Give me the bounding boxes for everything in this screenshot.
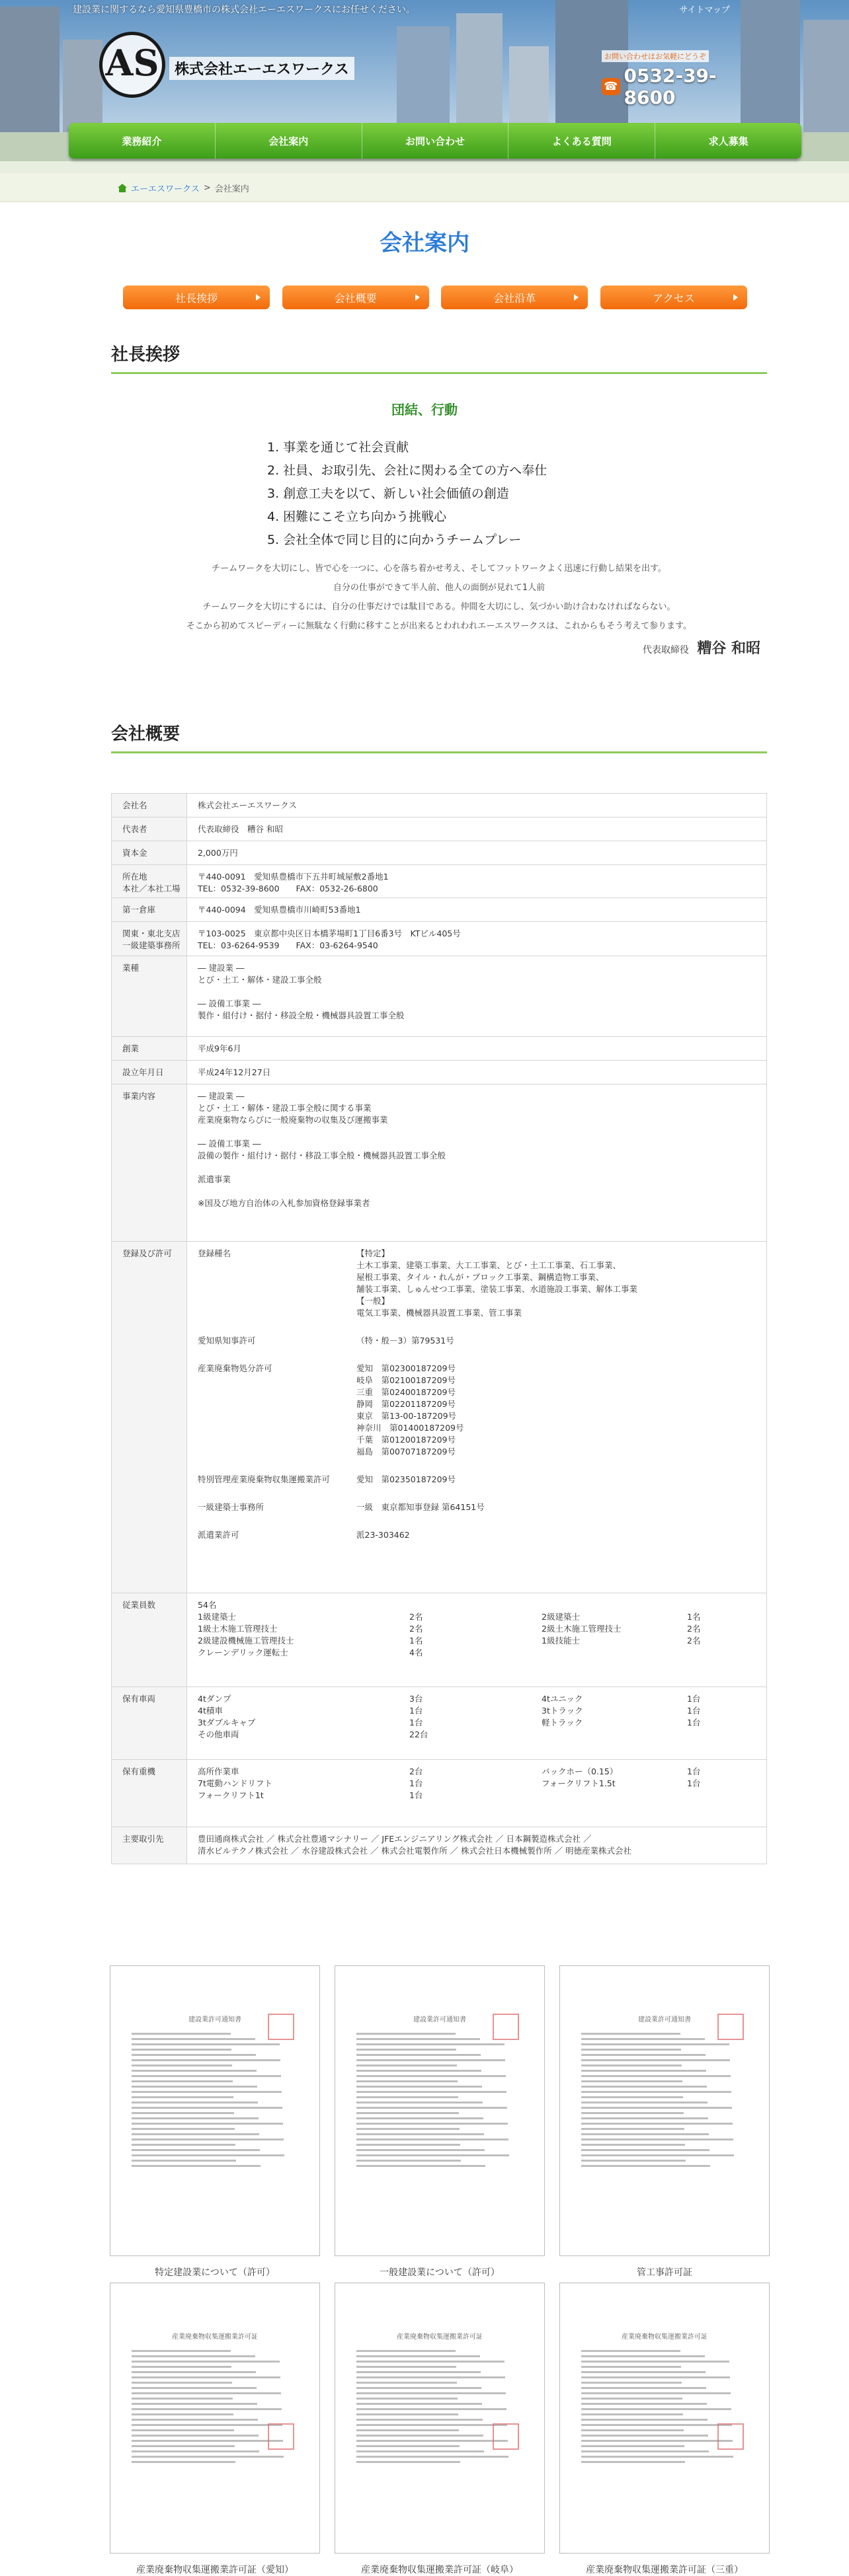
license-document-image[interactable] [559,2283,770,2554]
main-content [0,202,849,2575]
global-nav [69,123,801,159]
license-item: 産業廃棄物処分許可 愛知 第02300187209号 岐阜 第02100187209号 三重 第02400187209号 静岡 第02201187209号 東京 第13-00-187209号 神奈川 第01400187209号 千葉 第01200187209号 福島 第00707187209号 [198,1363,464,1457]
overview-row [112,1827,767,1864]
seal-stamp [268,2014,294,2040]
overview-row-label: 第一倉庫 [112,898,187,922]
sitemap-link[interactable]: サイトマップ [679,5,730,15]
overview-row-value: 〒103-0025 東京都中央区日本橋茅場町1丁目6番3号 KTビル405号 TEL：03-6264-9539 FAX：03-6264-9540 [187,922,767,956]
seal-stamp [268,2423,294,2450]
policy-list [267,436,664,552]
policy-item: 1. 事業を通じて社会貢献 [267,440,409,455]
nav-recruit[interactable]: 求人募集 [708,135,748,147]
greeting-text [111,559,767,636]
policy-item: 3. 創意工夫を以て、新しい社会価値の創造 [267,486,509,501]
document-title: 建設業許可通知書 [413,2016,466,2024]
overview-row-value: 〒440-0091 愛知県豊橋市下五井町城屋敷2番地1 TEL：0532-39-8600 FAX：0532-26-6800 [187,865,767,898]
site-header [0,0,849,173]
overview-row [112,1593,767,1687]
document-title: 産業廃棄物収集運搬業許可証 [397,2333,483,2341]
overview-row-label: 代表者 [112,817,187,841]
overview-row-value: 平成9年6月 [187,1037,767,1061]
overview-row [112,794,767,817]
anchor-greeting[interactable]: 社長挨拶 [123,285,270,309]
anchor-access[interactable]: アクセス [600,285,747,309]
seal-stamp [493,2014,519,2040]
tel-block [602,50,741,108]
ceo-signature [542,637,760,658]
greeting-line: そこから初めてスピーディーに無駄なく行動に移すことが出来るとわれわれエーエスワークスは、これからもそう考えて参ります。 [186,621,692,631]
document-title: 産業廃棄物収集運搬業許可証 [172,2333,258,2341]
document-title: 建設業許可通知書 [188,2016,241,2024]
document-caption: 産業廃棄物収集運搬業許可証（三重） [586,2565,743,2575]
license-item: 愛知県知事許可 （特・般－3）第79531号 [198,1336,454,1345]
logo-company-name: 株式会社エーエスワークス [169,57,354,80]
document-title: 産業廃棄物収集運搬業許可証 [622,2333,708,2341]
breadcrumb-separator: > [203,183,211,193]
anchor-nav [123,285,747,311]
overview-row [112,1242,767,1593]
license-item: 派遣業許可 派23-303462 [198,1530,410,1540]
policy-item: 4. 困難にこそ立ち向かう挑戦心 [267,510,447,524]
seal-stamp [717,2014,744,2040]
overview-row-label: 主要取引先 [112,1827,187,1864]
overview-row [112,1037,767,1061]
document-caption: 産業廃棄物収集運搬業許可証（愛知） [136,2565,294,2575]
breadcrumb-current: 会社案内 [214,184,249,194]
overview-row [112,1760,767,1827]
document-caption: 産業廃棄物収集運搬業許可証（岐阜） [361,2565,518,2575]
license-documents [110,1965,770,2575]
seal-stamp [717,2423,744,2450]
overview-row-label: 業種 [112,956,187,1037]
document-title: 建設業許可通知書 [638,2016,691,2024]
site-tagline: 建設業に関するなら愛知県豊橋市の株式会社エーエスワークスにお任せください。 [73,5,415,15]
overview-row-value: 2,000万円 [187,841,767,865]
overview-heading: 会社概要 [111,720,767,753]
overview-row-label: 会社名 [112,794,187,817]
license-document-image[interactable] [335,1965,545,2256]
overview-row-value: ― 建設業 ― とび・土工・解体・建設工事全般 ― 設備工事業 ― 製作・組付け・据付・移設全般・機械器具設置工事全般 [187,956,767,1037]
overview-row-label: 関東・東北支店 一級建築事務所 [112,922,187,956]
overview-row [112,865,767,898]
company-overview-table [111,793,767,1864]
home-icon[interactable] [118,184,127,192]
overview-row [112,841,767,865]
overview-row-value: 4tダンプ 3台 4tユニック 1台 4t積車 1台 3tトラック 1台 3tダブルキャブ 1台 軽トラック 1台 その他車両 22台 [187,1687,767,1760]
nav-faq[interactable]: よくある質問 [508,123,655,159]
overview-row-label: 登録及び許可 [112,1242,187,1593]
overview-row-value: 豊田通商株式会社 ／ 株式会社豊通マシナリー ／ JFEエンジニアリング株式会社 ／ 日本鋼製造株式会社 ／ 清水ビルテクノ株式会社 ／ 水谷建設株式会社 ／ 株式会社電製作所 ／ 株式会社日本機械製作所 ／ 明徳産業株式会社 [187,1827,767,1864]
greeting-line: チームワークを大切にし、皆で心を一つに、心を落ち着かせ考え、そしてフットワークよく迅速に行動し結果を出す。 [212,564,667,574]
nav-company[interactable]: 会社案内 [216,123,362,159]
overview-row-value: 平成24年12月27日 [187,1061,767,1084]
overview-row-value: 高所作業車 2台 バックホー（0.15） 1台 7t電動ハンドリフト 1台 フォークリフト1.5t 1台 フォークリフト1t 1台 [187,1760,767,1827]
overview-row [112,956,767,1037]
overview-row-value: ― 建設業 ― とび・土工・解体・建設工事全般に関する事業 産業廃棄物ならびに一般廃棄物の収集及び運搬事業 ― 設備工事業 ― 設備の製作・組付け・据付・移設工事全般・機械器具設置工事全般 派遣事業 ※国及び地方自治体の入札参加資格登録事業者 [187,1084,767,1242]
overview-row-label: 所在地 本社／本社工場 [112,865,187,898]
license-document-image[interactable] [335,2283,545,2554]
overview-row [112,817,767,841]
overview-row-value: 54名 1級建築士 2名 2級建築士 1名 1級土木施工管理技士 2名 2級土木施工管理技士 2名 2級建設機械施工管理技士 1名 1級技能士 2名 クレーンデリック運転士 4名 [187,1593,767,1687]
nav-services[interactable]: 業務紹介 [69,123,216,159]
policy-item: 2. 社員、お取引先、会社に関わる全ての方へ奉仕 [267,463,547,478]
phone-icon: ☎ [602,78,620,95]
anchor-overview[interactable]: 会社概要 [282,285,429,309]
license-item: 一級建築士事務所 一級 東京都知事登録 第64151号 [198,1502,485,1512]
page-title: 会社案内 [380,230,469,256]
ceo-title: 代表取締役 [642,645,689,656]
license-item: 特別管理産業廃棄物収集運搬業許可 愛知 第02350187209号 [198,1474,456,1484]
overview-row-label: 創業 [112,1037,187,1061]
overview-row [112,1084,767,1242]
license-item: 登録種名 【特定】 土木工事業、建築工事業、大工工事業、とび・土工工事業、石工事業、 屋根工事業、タイル・れんが・ブロック工事業、鋼構造物工事業、 舗装工事業、しゅんせつ工事業、塗装工事業、水道施設工事業、解体工事業 【一般】 電気工事業、機械器具設置工事業、管工事業 [198,1248,638,1318]
overview-row [112,1061,767,1084]
license-document-image[interactable] [110,1965,320,2256]
greeting-line: チームワークを大切にするには、自分の仕事だけでは駄目である。仲間を大切にし、気づかい助け合わなければならない。 [202,602,676,612]
overview-row-label: 資本金 [112,841,187,865]
policy-item: 5. 会社全体で同じ目的に向かうチームプレー [267,533,522,547]
overview-row-value: 株式会社エーエスワークス [187,794,767,817]
overview-row-value: 代表取締役 糟谷 和昭 [187,817,767,841]
breadcrumb [0,173,849,202]
breadcrumb-home[interactable]: エーエスワークス [131,184,200,194]
overview-row-label: 保有重機 [112,1760,187,1827]
greeting-motto: 団結、行動 [391,402,458,418]
document-caption: 特定建設業について（許可） [155,2267,275,2278]
overview-row [112,922,767,956]
logo-mark: AS [99,32,165,98]
license-document-image[interactable] [110,2283,320,2554]
greeting-heading: 社長挨拶 [111,341,767,374]
overview-row [112,898,767,922]
overview-row-value [187,1242,767,1593]
ceo-name: 糟谷 和昭 [697,640,760,657]
site-logo[interactable] [99,32,377,98]
license-document-image[interactable] [559,1965,770,2256]
overview-row-value: 〒440-0094 愛知県豊橋市川崎町53番地1 [187,898,767,922]
overview-row-label: 事業内容 [112,1084,187,1242]
overview-row [112,1687,767,1760]
greeting-line: 自分の仕事ができて半人前、他人の面倒が見れて1人前 [333,583,546,593]
overview-row-label: 設立年月日 [112,1061,187,1084]
top-bar [0,0,849,17]
tel-caption: お問い合わせはお気軽にどうぞ [602,50,709,62]
document-caption: 管工事許可証 [637,2267,692,2278]
tel-number[interactable]: 0532-39-8600 [624,65,717,108]
overview-row-label: 保有車両 [112,1687,187,1760]
seal-stamp [493,2423,519,2450]
nav-contact[interactable]: お問い合わせ [362,123,509,159]
document-caption: 一般建設業について（許可） [380,2267,500,2278]
overview-row-label: 従業員数 [112,1593,187,1687]
anchor-history[interactable]: 会社沿革 [441,285,588,309]
